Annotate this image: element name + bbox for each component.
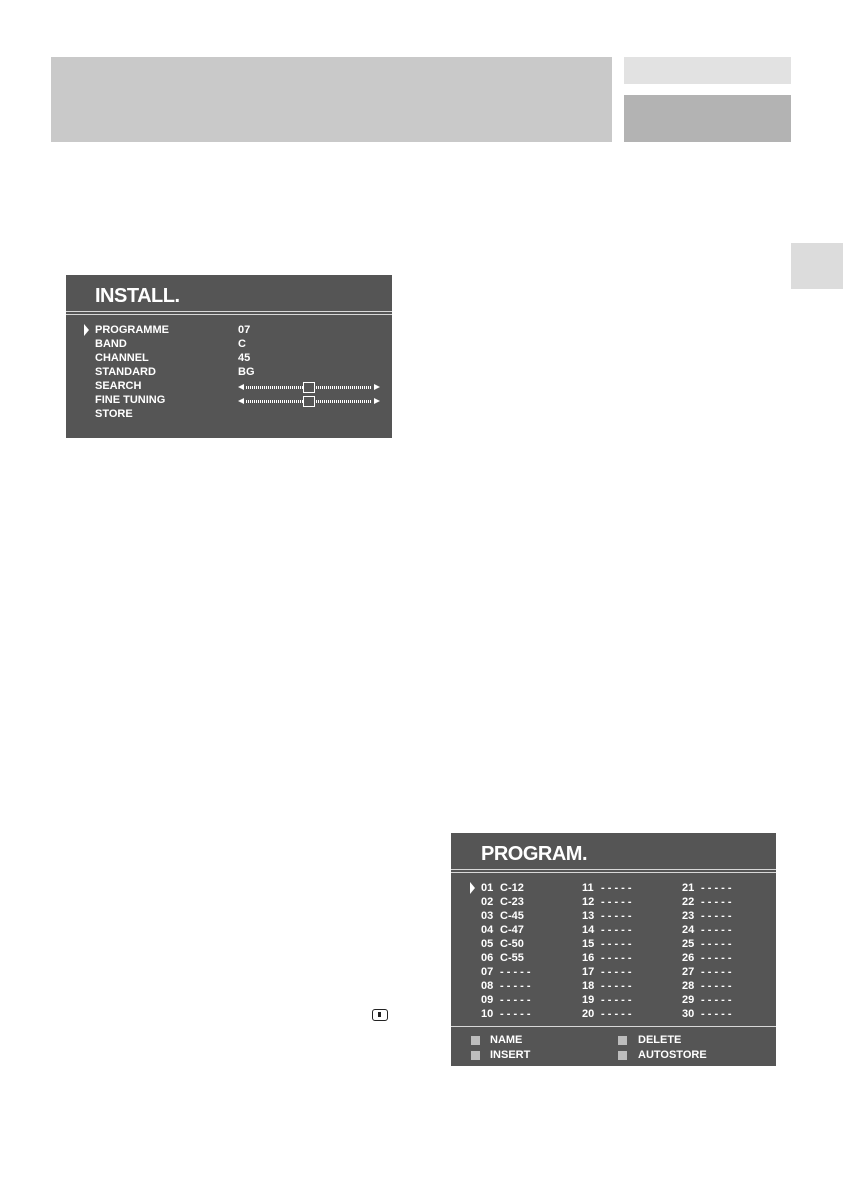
install-item-programme[interactable] — [95, 323, 169, 337]
arrow-left-icon — [238, 398, 244, 404]
program-channel: - - - - - — [601, 910, 632, 922]
program-row[interactable] — [481, 979, 531, 993]
program-number: 22 — [682, 896, 695, 908]
program-row[interactable] — [481, 895, 524, 909]
program-number: 26 — [682, 952, 695, 964]
arrow-right-icon — [374, 398, 380, 404]
program-row[interactable] — [582, 881, 632, 895]
header-band — [51, 57, 612, 142]
program-channel: C-23 — [500, 896, 524, 908]
program-row[interactable] — [682, 1007, 732, 1021]
autostore-key-icon — [618, 1051, 627, 1060]
program-row[interactable] — [582, 951, 632, 965]
program-channel: - - - - - — [701, 980, 732, 992]
program-number: 06 — [481, 952, 494, 964]
program-row[interactable] — [682, 895, 732, 909]
program-channel: C-47 — [500, 924, 524, 936]
program-row[interactable] — [582, 909, 632, 923]
program-number: 23 — [682, 910, 695, 922]
program-row[interactable] — [682, 923, 732, 937]
install-item-band[interactable] — [95, 337, 127, 351]
install-item-label: FINE TUNING — [95, 394, 166, 406]
program-number: 17 — [582, 966, 595, 978]
program-channel: - - - - - — [500, 980, 531, 992]
program-number: 20 — [582, 1008, 595, 1020]
program-channel: - - - - - — [701, 924, 732, 936]
program-row[interactable] — [682, 965, 732, 979]
name-option[interactable]: NAME — [490, 1034, 523, 1046]
install-item-fine-tuning[interactable] — [95, 393, 165, 407]
program-number: 03 — [481, 910, 494, 922]
install-menu-title: INSTALL. — [95, 285, 180, 307]
install-value-standard: BG — [238, 366, 255, 378]
program-number: 14 — [582, 924, 595, 936]
header-side-band-light — [624, 57, 791, 84]
program-row[interactable] — [481, 1007, 531, 1021]
program-row[interactable] — [481, 993, 531, 1007]
program-channel: - - - - - — [701, 938, 732, 950]
program-row[interactable] — [582, 923, 632, 937]
install-value-programme: 07 — [238, 324, 251, 336]
arrow-right-icon — [374, 384, 380, 390]
program-row[interactable] — [582, 993, 632, 1007]
program-menu-rule-legend — [451, 1026, 776, 1027]
program-row[interactable] — [582, 895, 632, 909]
program-number: 24 — [682, 924, 695, 936]
program-number: 09 — [481, 994, 494, 1006]
name-key-icon — [471, 1036, 480, 1045]
program-row[interactable] — [481, 965, 531, 979]
install-menu-rule-bottom — [66, 314, 392, 315]
install-item-channel[interactable] — [95, 351, 149, 365]
install-menu-rule-top — [66, 311, 392, 312]
program-number: 30 — [682, 1008, 695, 1020]
install-item-label: CHANNEL — [95, 352, 149, 364]
install-item-store[interactable] — [95, 407, 133, 421]
program-channel: - - - - - — [601, 924, 632, 936]
program-number: 19 — [582, 994, 595, 1006]
program-number: 28 — [682, 980, 695, 992]
arrow-cursor-icon — [84, 324, 89, 336]
slider-thumb[interactable] — [303, 396, 315, 407]
program-row[interactable] — [682, 951, 732, 965]
arrow-left-icon — [238, 384, 244, 390]
arrow-cursor-icon — [470, 882, 475, 894]
program-row[interactable] — [682, 993, 732, 1007]
program-channel: - - - - - — [701, 882, 732, 894]
install-item-label: BAND — [95, 338, 127, 350]
program-menu-title: PROGRAM. — [481, 843, 587, 865]
program-number: 01 — [481, 882, 494, 894]
program-menu — [451, 833, 776, 1066]
program-number: 10 — [481, 1008, 494, 1020]
program-channel: - - - - - — [500, 966, 531, 978]
delete-option[interactable]: DELETE — [638, 1034, 682, 1046]
program-row[interactable] — [481, 951, 524, 965]
install-item-label: STANDARD — [95, 366, 156, 378]
program-row[interactable] — [582, 937, 632, 951]
program-row[interactable] — [582, 979, 632, 993]
program-channel: - - - - - — [601, 882, 632, 894]
install-value-channel: 45 — [238, 352, 251, 364]
program-channel: C-55 — [500, 952, 524, 964]
install-menu — [66, 275, 392, 438]
program-channel: - - - - - — [601, 994, 632, 1006]
program-channel: - - - - - — [601, 952, 632, 964]
install-item-label: SEARCH — [95, 380, 142, 392]
install-item-label: PROGRAMME — [95, 324, 169, 336]
program-number: 15 — [582, 938, 595, 950]
autostore-option[interactable]: AUTOSTORE — [638, 1049, 707, 1061]
program-row[interactable] — [481, 923, 524, 937]
program-number: 13 — [582, 910, 595, 922]
search-slider[interactable] — [238, 383, 380, 392]
program-row[interactable] — [481, 881, 524, 895]
header-side-band-dark — [624, 95, 791, 142]
program-channel: - - - - - — [601, 1008, 632, 1020]
install-item-search[interactable] — [95, 379, 141, 393]
program-number: 27 — [682, 966, 695, 978]
program-row[interactable] — [582, 965, 632, 979]
program-row[interactable] — [682, 909, 732, 923]
install-item-label: STORE — [95, 408, 133, 420]
program-menu-rule-top — [451, 869, 776, 870]
slider-thumb[interactable] — [303, 382, 315, 393]
program-number: 08 — [481, 980, 494, 992]
install-value-band: C — [238, 338, 246, 350]
delete-key-icon — [618, 1036, 627, 1045]
program-row[interactable] — [682, 937, 732, 951]
program-channel: - - - - - — [701, 896, 732, 908]
program-number: 02 — [481, 896, 494, 908]
insert-key-icon — [471, 1051, 480, 1060]
program-menu-rule-bottom — [451, 872, 776, 873]
program-channel: - - - - - — [701, 966, 732, 978]
install-item-standard[interactable] — [95, 365, 156, 379]
program-row[interactable] — [682, 881, 732, 895]
program-channel: C-12 — [500, 882, 524, 894]
program-number: 05 — [481, 938, 494, 950]
program-number: 12 — [582, 896, 595, 908]
program-channel: - - - - - — [601, 896, 632, 908]
chapter-tab — [791, 243, 843, 289]
info-icon — [372, 1009, 388, 1021]
program-channel: - - - - - — [701, 1008, 732, 1020]
program-number: 25 — [682, 938, 695, 950]
program-number: 16 — [582, 952, 595, 964]
insert-option[interactable]: INSERT — [490, 1049, 531, 1061]
program-row[interactable] — [481, 937, 524, 951]
program-channel: - - - - - — [500, 994, 531, 1006]
program-number: 18 — [582, 980, 595, 992]
program-channel: - - - - - — [500, 1008, 531, 1020]
program-number: 29 — [682, 994, 695, 1006]
program-channel: C-50 — [500, 938, 524, 950]
program-row[interactable] — [682, 979, 732, 993]
program-channel: - - - - - — [701, 952, 732, 964]
program-channel: - - - - - — [601, 938, 632, 950]
program-channel: - - - - - — [601, 980, 632, 992]
program-number: 07 — [481, 966, 494, 978]
program-channel: - - - - - — [701, 994, 732, 1006]
program-row[interactable] — [582, 1007, 632, 1021]
program-channel: - - - - - — [701, 910, 732, 922]
program-row[interactable] — [481, 909, 524, 923]
program-channel: - - - - - — [601, 966, 632, 978]
program-number: 21 — [682, 882, 695, 894]
fine-tuning-slider[interactable] — [238, 397, 380, 406]
program-number: 11 — [582, 882, 594, 894]
program-number: 04 — [481, 924, 494, 936]
program-channel: C-45 — [500, 910, 524, 922]
